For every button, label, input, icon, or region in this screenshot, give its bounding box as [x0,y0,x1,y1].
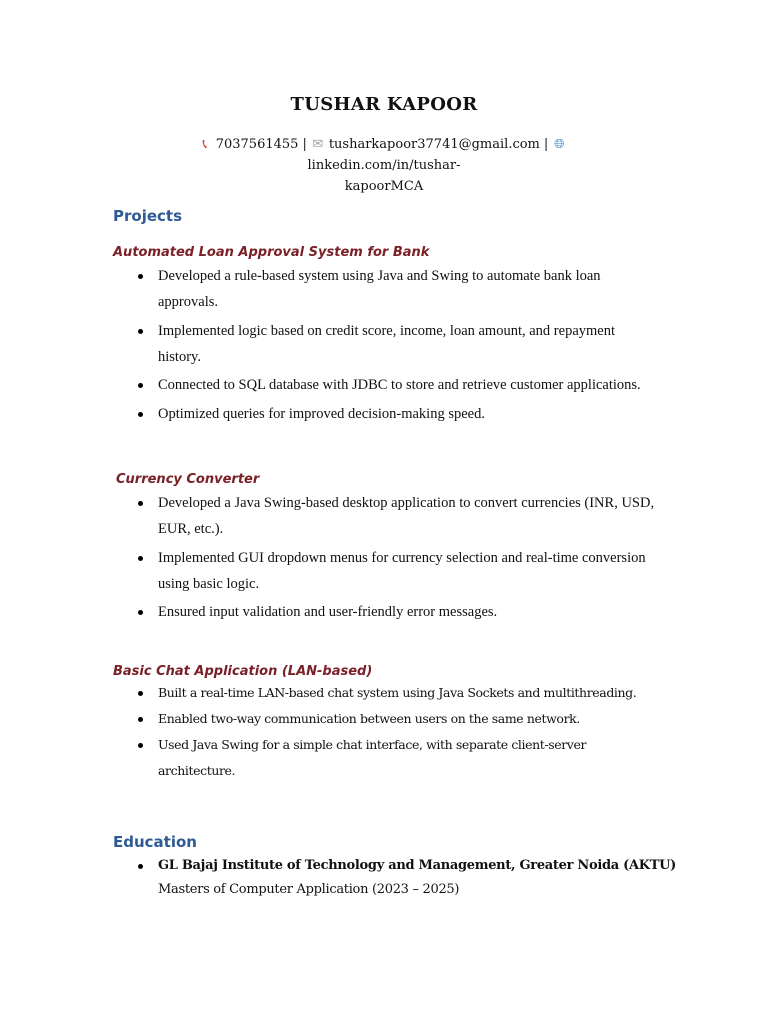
degree: Masters of Computer Application (2023 – 2025) [158,882,460,897]
contact-line [130,134,638,197]
project-bullets-currency [158,490,658,628]
list-item: Built a real-time LAN-based chat system using Java Sockets and multithreading. [158,680,658,706]
list-item: Connected to SQL database with JDBC to store and retrieve customer applications. [158,372,658,398]
education-list [158,854,678,902]
list-item: Ensured input validation and user-friendly error messages. [158,599,658,625]
project-title-currency: Currency Converter [116,472,260,487]
project-bullets-chat [158,680,658,784]
linkedin-link-part2[interactable]: kapoorMCA [344,179,424,194]
list-item: Developed a Java Swing-based desktop application to convert currencies (INR, USD, EUR, etc.). [158,490,658,542]
list-item: Implemented logic based on credit score, income, loan amount, and repayment history. [158,318,658,370]
globe-icon: 🌐︎ [554,137,565,152]
project-title-chat: Basic Chat Application (LAN-based) [113,664,373,679]
list-item: Enabled two-way communication between users on the same network. [158,706,658,732]
project-title-loan: Automated Loan Approval System for Bank [113,245,430,260]
email-address[interactable]: tusharkapoor37741@gmail.com [328,137,540,152]
education-item [158,854,678,902]
project-bullets-loan [158,263,658,429]
separator: | [302,137,307,152]
linkedin-link-part1[interactable]: linkedin.com/in/tushar- [307,158,461,173]
list-item: Used Java Swing for a simple chat interface, with separate client-server architecture. [158,732,658,784]
envelope-icon: ✉ [312,137,324,152]
education-heading: Education [113,833,197,851]
list-item: Optimized queries for improved decision-making speed. [158,401,658,427]
list-item: Implemented GUI dropdown menus for currency selection and real-time conversion using basic logic. [158,545,658,597]
phone-icon: 📞︎ [202,137,207,152]
institution-name: GL Bajaj Institute of Technology and Management, Greater Noida (AKTU) [158,858,677,873]
projects-heading: Projects [113,207,183,225]
separator: | [543,137,549,152]
list-item: Developed a rule-based system using Java and Swing to automate bank loan approvals. [158,263,658,315]
phone-number: 7037561455 [215,137,299,152]
candidate-name: TUSHAR KAPOOR [290,94,478,115]
